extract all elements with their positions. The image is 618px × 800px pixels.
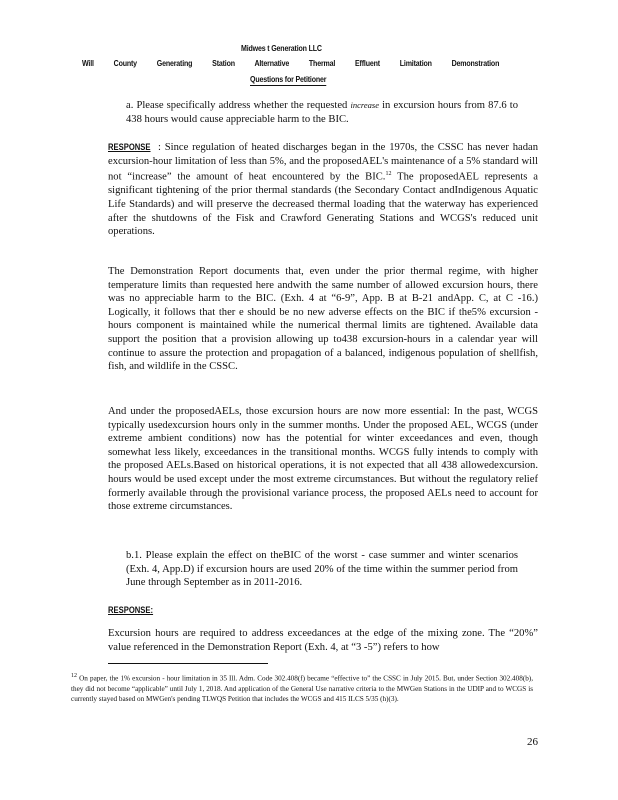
footnote-ref: 12 bbox=[385, 171, 392, 178]
response-label-2 bbox=[108, 604, 538, 618]
footnote bbox=[71, 671, 533, 705]
response-label: RESPONSE bbox=[108, 142, 151, 152]
question-a bbox=[126, 99, 518, 126]
question-a-suffix: in excursion hours from 87.6 to 438 hours would cause appreciable harm to the BIC. bbox=[126, 100, 519, 125]
header-title: Will County Generating Station Alternative Thermal Effluent Limitation Demonstration bbox=[82, 58, 500, 68]
response-label: RESPONSE: bbox=[108, 605, 154, 615]
para1-text: : Since regulation of heated discharges began in the 1970s, the CSSC has never hadan excursion-hour limitation of less than 5%, and the proposedAEL's maintenance of a 5% standard will not “increase” the amount of heat encountered by the BIC. bbox=[108, 142, 538, 183]
response-paragraph-1 bbox=[108, 141, 538, 239]
page-number: 26 bbox=[527, 736, 538, 748]
footnote-text: On paper, the 1% excursion - hour limitation in 35 Ill. Adm. Code 302.408(f) became “effective to” the CSSC in July 2015. But, under Section 302.408(b), they did not become “applicable” until July 1, 2018. And application of the General Use narrative criteria to the MWGen Stations in the UDIP and to WCGS is currently stayed based on MWGen's pending TLWQS Petition that includes the WCGS and 415 ILCS 5/35 (h)(3). bbox=[71, 674, 533, 704]
header-company: Midwes t Generation LLC bbox=[241, 43, 322, 53]
question-a-emphasis: increase bbox=[350, 100, 379, 110]
question-a-prefix: a. Please specifically address whether the requested bbox=[126, 100, 351, 111]
footnote-number: 12 bbox=[71, 673, 77, 679]
header-subtitle bbox=[250, 74, 414, 84]
paragraph-4: Excursion hours are required to address exceedances at the edge of the mixing zone. The “20%” value referenced in the Demonstration Report (Exh. 4, at “3 -5”) refers to how bbox=[108, 628, 538, 653]
paragraph-2: The Demonstration Report documents that, even under the prior thermal regime, with higher temperature limits than requested here andwith the same number of allowed excursion hours, there was no appreciable harm to the BIC. (Exh. 4 at “6-9”, App. B at B-21 andApp. C, at C -16.) Logically, it follows that ther e should be no new adverse effects on the BIC if the5% excursion -hours component is maintained while the numerical thermal limits are tightened. Available data support the position that a provision allowing up to438 excursion-hours in a calendar year will continue to assure the protection and propagation of a balanced, indigenous population of shellfish, fish, and wildlife in the CSSC. bbox=[108, 266, 538, 373]
footnote-divider bbox=[108, 663, 268, 664]
para1-continued: The proposedAEL represents a significant tightening of the prior thermal standards (the Secondary Contact andIndigenous Aquatic Life Standards) and will preserve the decreased thermal loading that the waterway has experienced after the shutdowns of the Fisk and Crawford Generating Stations and WCGS's reduced unit operations. bbox=[108, 171, 538, 238]
paragraph-3: And under the proposedAELs, those excursion hours are now more essential: In the past, WCGS typically usedexcursion hours only in the summer months. Under the proposed AEL, WCGS (under extreme ambient conditions) now has the potential for winter exceedances and even, though somewhat less likely, exceedances in the transitional months. WCGS fully intends to comply with the proposed AELs.Based on historical operations, it is not expected that all 438 allowedexcursion. hours would be used except under the most extreme circumstances. But without the regulatory relief formerly available through the provisional variance process, the proposed AELs need to account for those extreme circumstances. bbox=[108, 406, 538, 513]
header-subtitle-text: Questions for Petitioner bbox=[250, 74, 327, 84]
question-b1: b.1. Please explain the effect on theBIC of the worst - case summer and winter scenarios (Exh. 4, App.D) if excursion hours are used 20% of the time within the summer period from June through September as in 2011-2016. bbox=[126, 550, 518, 589]
